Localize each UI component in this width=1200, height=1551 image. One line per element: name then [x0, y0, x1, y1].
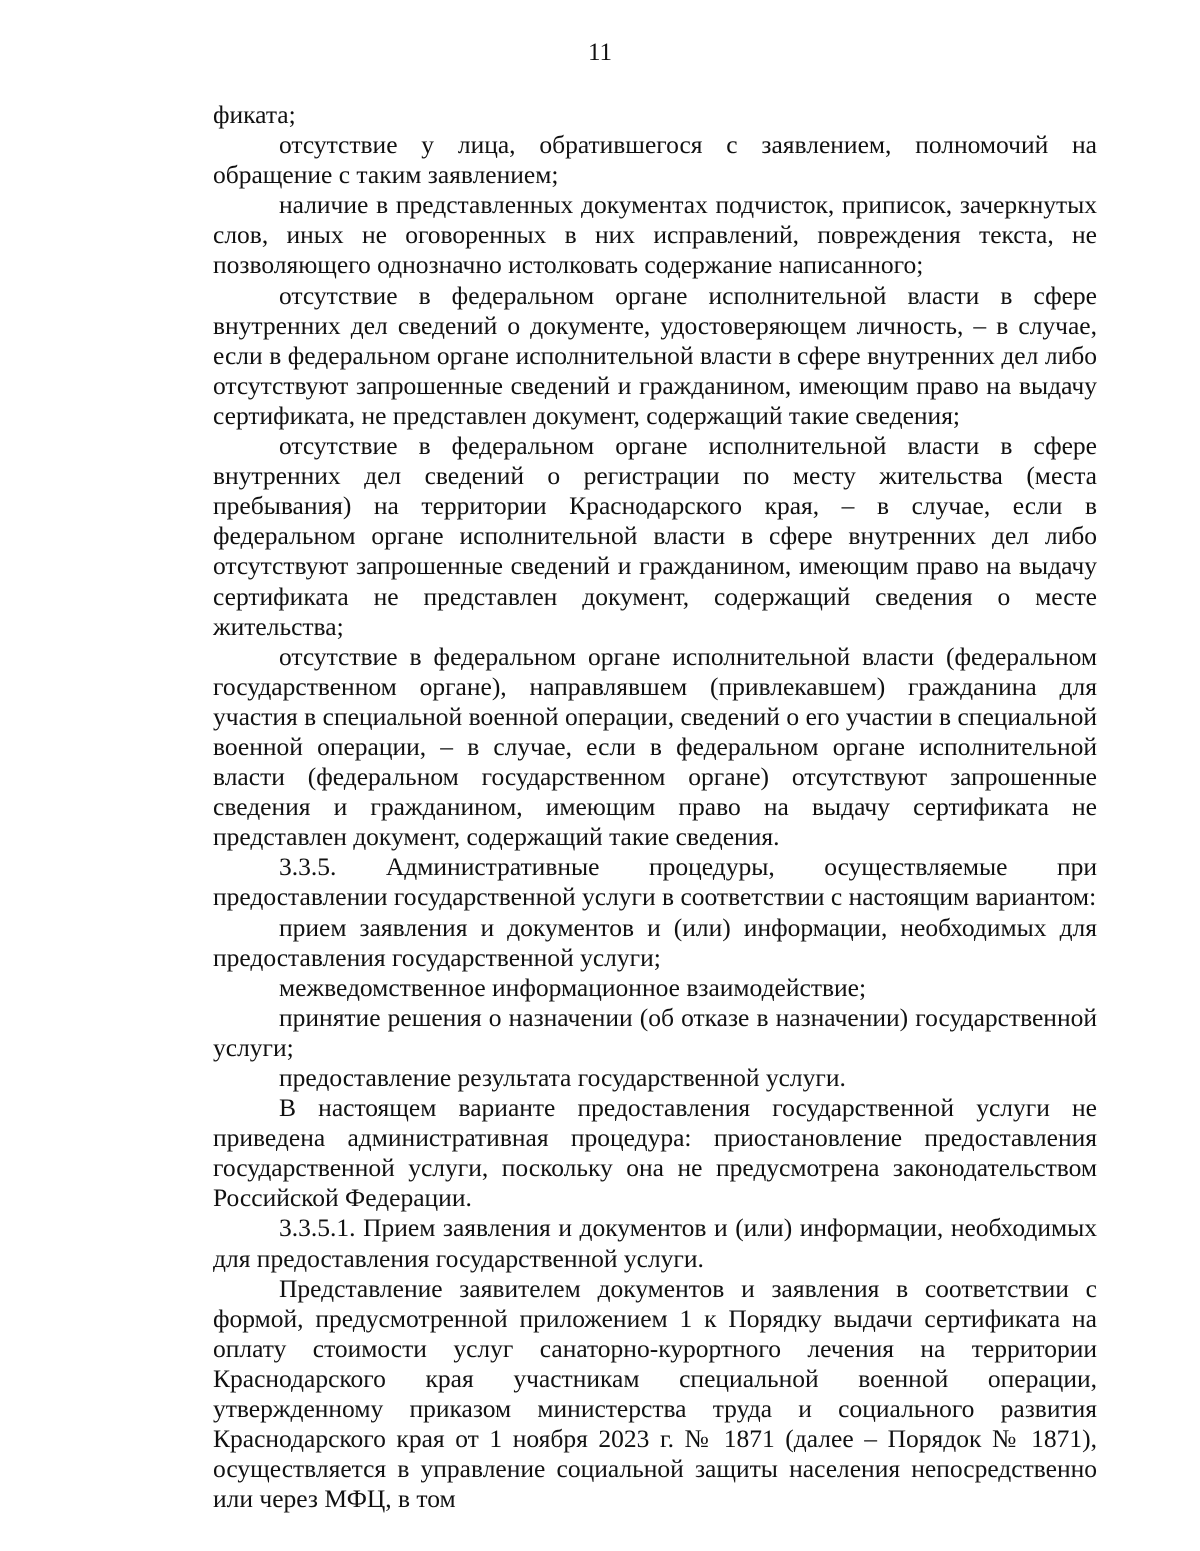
- paragraph: предоставление результата государственной услуги.: [279, 1063, 846, 1092]
- document-body: [213, 100, 1097, 1514]
- section-heading-3-3-5: 3.3.5. Административные процедуры, осуществляемые при предоставлении государственной услуги в соответствии с настоящим вариантом:: [213, 852, 1097, 912]
- paragraph: принятие решения о назначении (об отказе в назначении) государственной услуги;: [213, 1002, 1097, 1062]
- paragraph: отсутствие в федеральном органе исполнительной власти в сфере внутренних дел сведений о регистрации по месту жительства (места пребывания) на территории Краснодарского края, – в случае, если в федеральном органе исполнительной власти в сфере внутренних дел либо отсутствуют запрошенные сведений и гражданином, имеющим право на выдачу сертификата не представлен документ, содержащий сведения о месте жительства;: [213, 431, 1097, 641]
- paragraph: отсутствие в федеральном органе исполнительной власти в сфере внутренних дел сведений о документе, удостоверяющем личность, – в случае, если в федеральном органе исполнительной власти в сфере внутренних дел либо отсутствуют запрошенные сведений и гражданином, имеющим право на выдачу сертификата, не представлен документ, содержащий такие сведения;: [213, 280, 1097, 430]
- paragraph: прием заявления и документов и (или) информации, необходимых для предоставления государственной услуги;: [213, 912, 1097, 972]
- paragraph: отсутствие у лица, обратившегося с заявлением, полномочий на обращение с таким заявлением;: [213, 130, 1097, 190]
- paragraph: Представление заявителем документов и заявления в соответствии с формой, предусмотренной приложением 1 к Порядку выдачи сертификата на оплату стоимости услуг санаторно-курортного лечения на территории Краснодарского края участникам специальной военной операции, утвержденному приказом министерства труда и социального развития Краснодарского края от 1 ноября 2023 г. № 1871 (далее – Порядок № 1871), осуществляется в управление социальной защиты населения непосредственно или через МФЦ, в том: [213, 1273, 1097, 1514]
- section-heading-3-3-5-1: 3.3.5.1. Прием заявления и документов и (или) информации, необходимых для предоставления государственной услуги.: [213, 1213, 1097, 1273]
- paragraph: межведомственное информационное взаимодействие;: [279, 972, 867, 1002]
- paragraph: В настоящем варианте предоставления государственной услуги не приведена административная процедура: приостановление предоставления государственной услуги, поскольку она не предусмотрена законодательством Российской Федерации.: [213, 1093, 1097, 1213]
- paragraph: наличие в представленных документах подчисток, приписок, зачеркнутых слов, иных не оговоренных в них исправлений, повреждения текста, не позволяющего однозначно истолковать содержание написанного;: [213, 190, 1097, 280]
- paragraph: отсутствие в федеральном органе исполнительной власти (федеральном государственном органе), направлявшем (привлекавшем) гражданина для участия в специальной военной операции, сведений о его участии в специальной военной операции, – в случае, если в федеральном органе исполнительной власти (федеральном государственном органе) отсутствуют запрошенные сведения и гражданином, имеющим право на выдачу сертификата не представлен документ, содержащий такие сведения.: [213, 641, 1097, 852]
- page-number: 11: [587, 39, 613, 66]
- paragraph-continuation: фиката;: [213, 100, 296, 129]
